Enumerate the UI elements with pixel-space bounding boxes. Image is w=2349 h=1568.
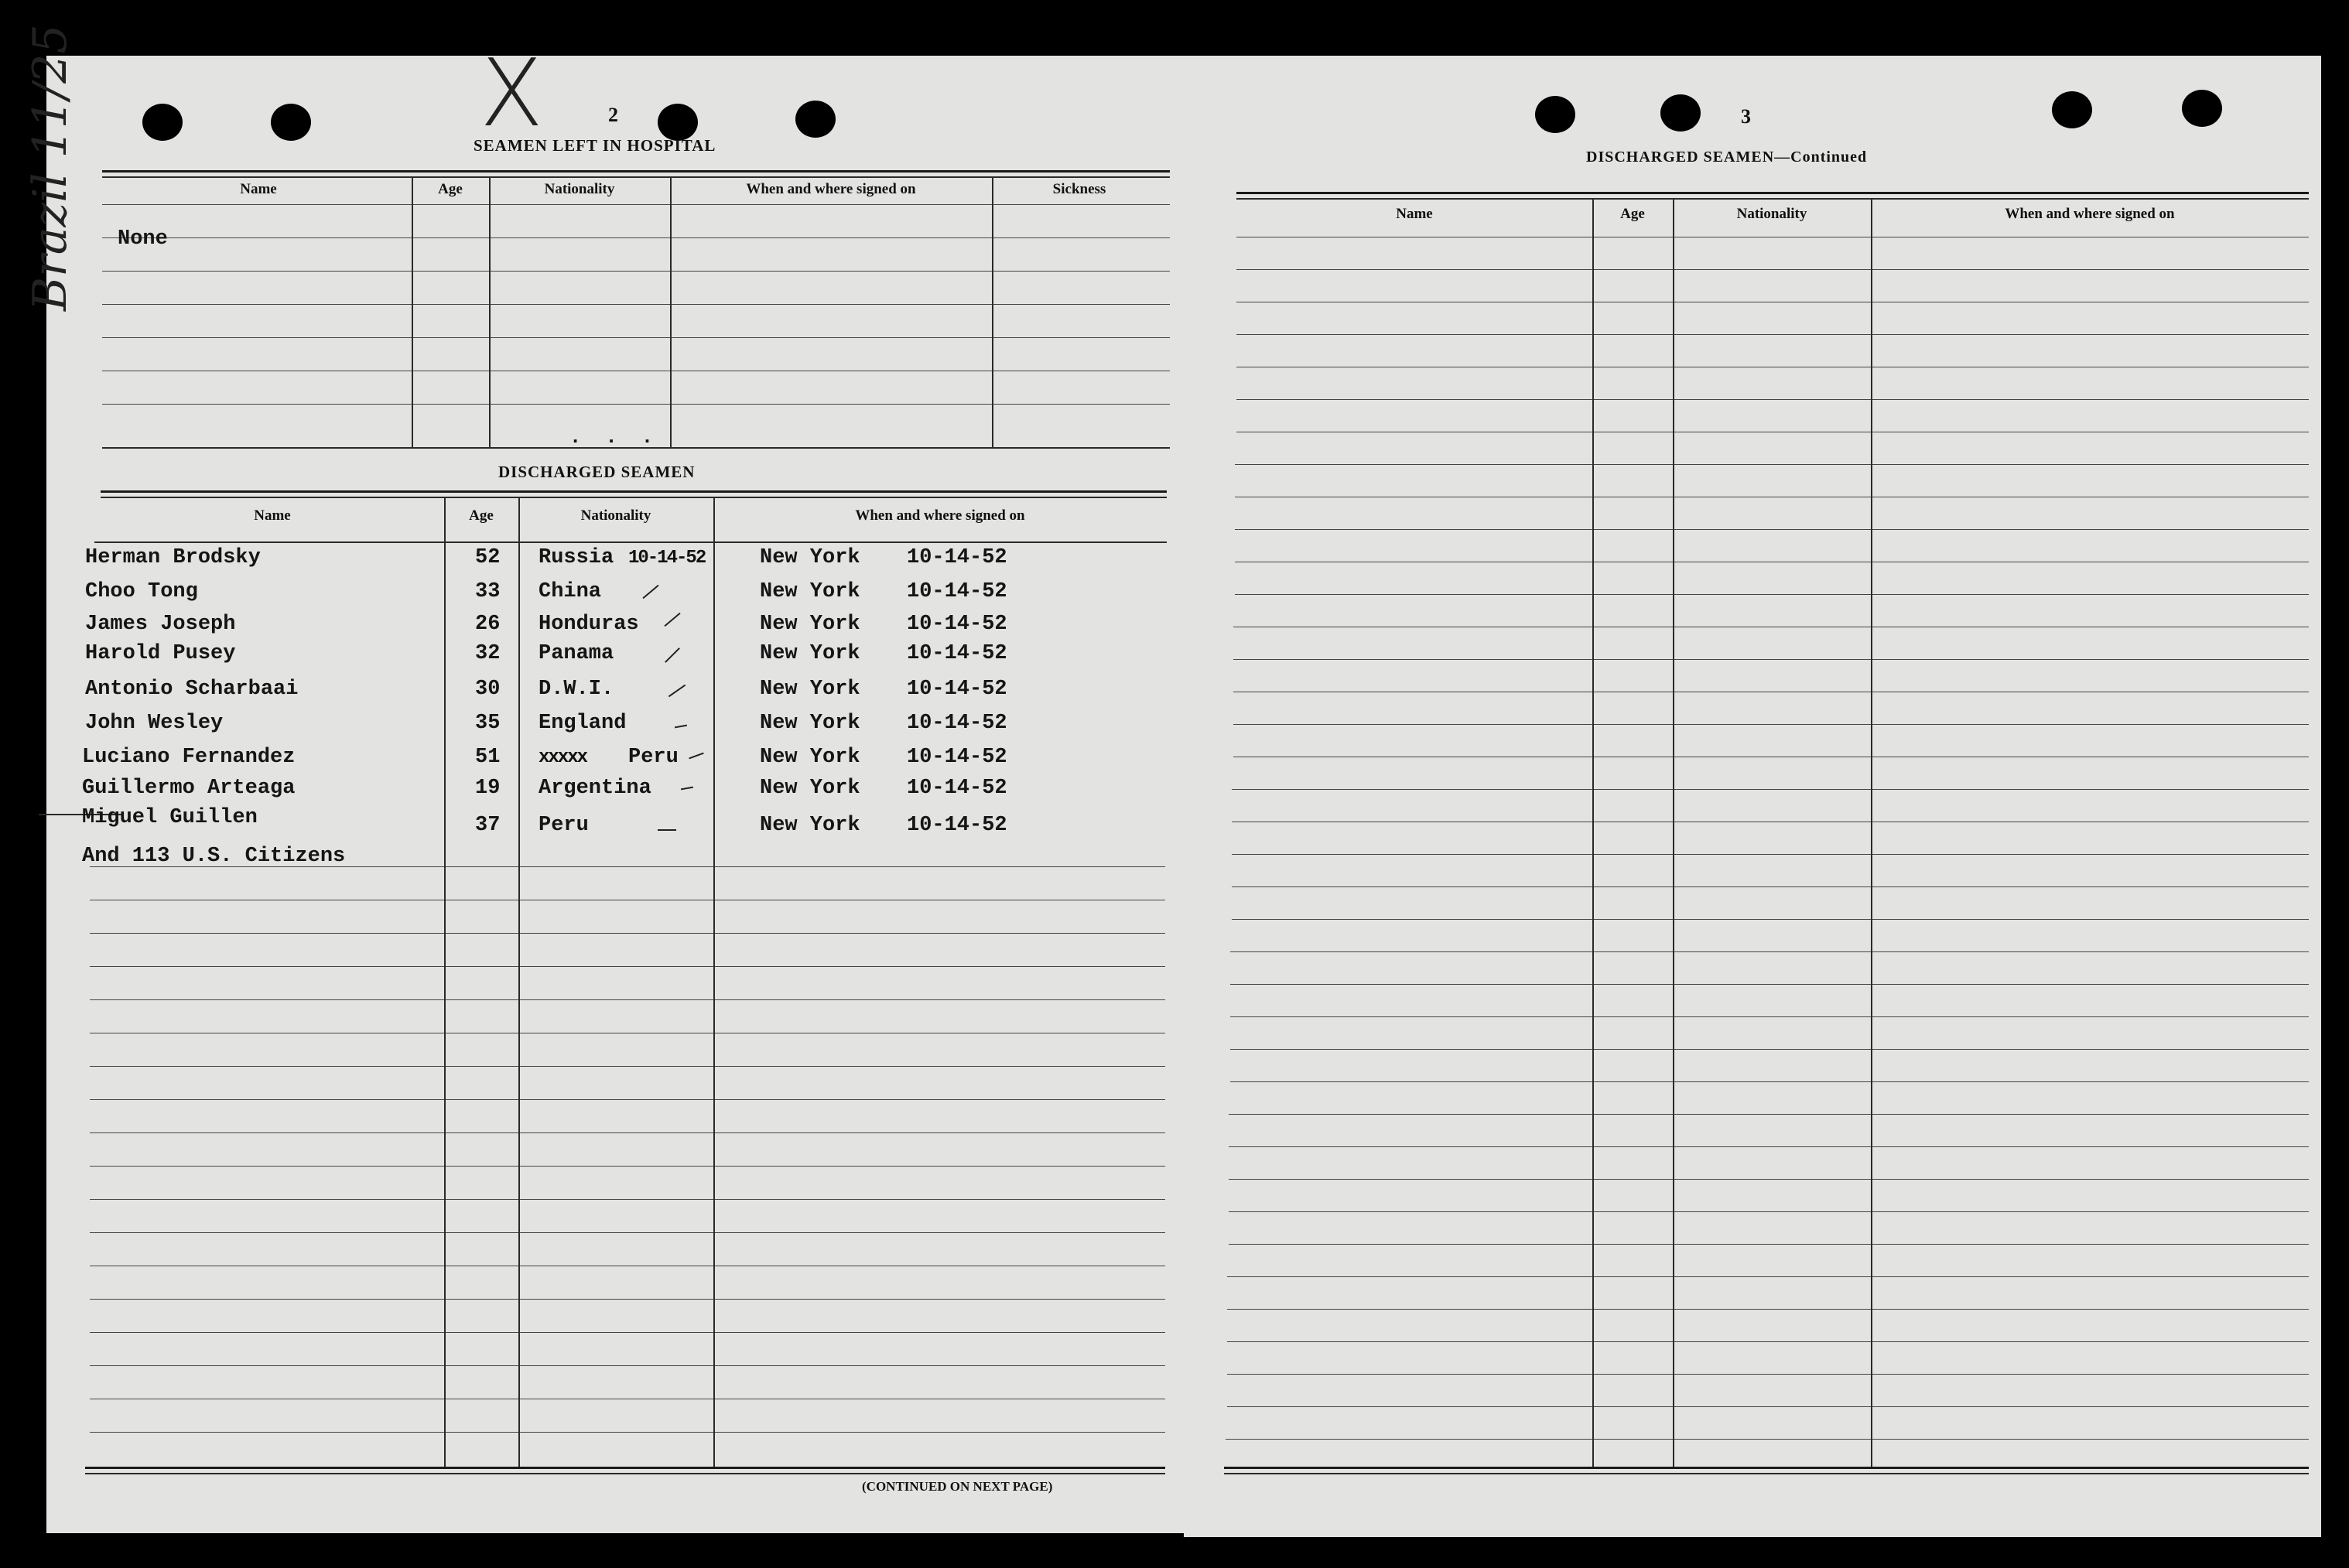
rule	[1229, 1211, 2309, 1212]
seaman-name: John Wesley	[85, 712, 224, 735]
seaman-name: Guillermo Arteaga	[82, 777, 296, 800]
rule	[1230, 1016, 2309, 1017]
x-mark: X	[480, 40, 544, 148]
seaman-nationality: Peru	[628, 746, 679, 769]
rule	[1227, 1374, 2309, 1375]
column-divider	[713, 497, 715, 1467]
right-page	[1184, 56, 2321, 1537]
check-mark	[689, 753, 703, 760]
rule	[1235, 529, 2309, 530]
signed-place: New York	[760, 580, 860, 603]
seaman-nationality: Peru	[539, 814, 589, 837]
rule	[1236, 334, 2309, 335]
citizen-summary: And 113 U.S. Citizens	[82, 845, 346, 868]
margin-note: Brazil 11/25	[23, 24, 77, 311]
column-header: Sickness	[1052, 181, 1106, 197]
signed-date: 10-14-52	[907, 678, 1007, 701]
rule	[90, 1232, 1165, 1233]
rule	[102, 176, 1170, 178]
column-header: Age	[1620, 206, 1645, 222]
rule	[90, 933, 1165, 934]
struck-text: 10-14-52	[628, 548, 706, 569]
seaman-nationality: China	[539, 580, 602, 603]
signed-place: New York	[760, 642, 860, 665]
seaman-age: 33	[475, 580, 501, 603]
rule	[90, 966, 1165, 967]
rule	[1232, 854, 2309, 855]
rule	[1235, 594, 2309, 595]
column-divider	[489, 176, 491, 447]
continued-title: DISCHARGED SEAMEN—Continued	[1586, 149, 1868, 166]
column-header: Name	[240, 181, 277, 197]
page-number: 2	[608, 104, 618, 126]
signed-date: 10-14-52	[907, 777, 1007, 800]
rule	[1232, 886, 2309, 887]
seaman-nationality: England	[539, 712, 627, 735]
rule	[1230, 984, 2309, 985]
column-divider	[518, 497, 520, 1467]
column-divider	[1871, 198, 1872, 1467]
discharged-title: DISCHARGED SEAMEN	[498, 463, 696, 481]
signed-date: 10-14-52	[907, 580, 1007, 603]
rule	[1229, 1244, 2309, 1245]
seaman-name: Harold Pusey	[85, 642, 236, 665]
rule	[1224, 1473, 2309, 1474]
check-mark	[665, 647, 680, 663]
signed-date: 10-14-52	[907, 746, 1007, 769]
signed-place: New York	[760, 814, 860, 837]
rule	[90, 1432, 1165, 1433]
column-header: When and where signed on	[2005, 206, 2175, 222]
punch-hole	[658, 104, 698, 141]
seaman-nationality: Argentina	[539, 777, 651, 800]
column-divider	[444, 497, 446, 1467]
left-page	[23, 24, 1184, 1533]
seaman-name: Luciano Fernandez	[82, 746, 296, 769]
rule	[1230, 951, 2309, 952]
rule	[90, 1066, 1165, 1067]
seaman-nationality: Panama	[539, 642, 614, 665]
rule	[1236, 192, 2309, 194]
seaman-age: 32	[475, 642, 501, 665]
seaman-age: 51	[475, 746, 501, 769]
rule	[1224, 1467, 2309, 1469]
rule	[1227, 1341, 2309, 1342]
rule	[101, 490, 1167, 493]
check-mark	[681, 787, 693, 791]
rule	[102, 304, 1170, 305]
signed-date: 10-14-52	[907, 642, 1007, 665]
seaman-name: Miguel Guillen	[82, 806, 258, 829]
seaman-nationality: Russia	[539, 546, 614, 569]
rule	[1230, 1049, 2309, 1050]
rule	[1226, 1439, 2309, 1440]
signed-place: New York	[760, 712, 860, 735]
hospital-entry: None	[118, 227, 168, 251]
rule	[1232, 919, 2309, 920]
hospital-title: SEAMEN LEFT IN HOSPITAL	[474, 136, 716, 155]
signed-place: New York	[760, 746, 860, 769]
rule	[1233, 724, 2309, 725]
column-header: When and where signed on	[746, 181, 916, 197]
rule	[90, 999, 1165, 1000]
rule	[90, 1132, 1165, 1133]
punch-hole	[1535, 96, 1575, 133]
rule	[1236, 198, 2309, 200]
rule	[90, 1166, 1165, 1167]
punch-hole	[2182, 90, 2222, 127]
check-mark	[642, 585, 658, 599]
signed-place: New York	[760, 678, 860, 701]
rule	[1227, 1309, 2309, 1310]
rule	[1229, 1114, 2309, 1115]
column-header: Name	[254, 507, 291, 524]
check-mark	[664, 613, 680, 627]
seaman-age: 26	[475, 613, 501, 636]
signed-place: New York	[760, 546, 860, 569]
punch-hole	[795, 101, 836, 138]
rule	[85, 1473, 1165, 1474]
seaman-age: 37	[475, 814, 501, 837]
column-divider	[992, 176, 993, 447]
column-header: Nationality	[580, 507, 651, 524]
dots: . . .	[573, 424, 663, 447]
seaman-age: 19	[475, 777, 501, 800]
page-number: 3	[1741, 105, 1751, 128]
rule	[1236, 269, 2309, 270]
seaman-nationality: Honduras	[539, 613, 639, 636]
seaman-age: 35	[475, 712, 501, 735]
struck-text: xxxxx	[539, 747, 587, 768]
check-mark	[675, 725, 687, 729]
punch-hole	[1660, 94, 1701, 132]
rule	[90, 1299, 1165, 1300]
column-header: When and where signed on	[855, 507, 1025, 524]
signed-date: 10-14-52	[907, 613, 1007, 636]
rule	[85, 1467, 1165, 1469]
rule	[102, 204, 1170, 205]
seaman-name: Antonio Scharbaai	[85, 678, 299, 701]
seaman-name: James Joseph	[85, 613, 236, 636]
rule	[1236, 399, 2309, 400]
rule	[102, 170, 1170, 173]
rule	[102, 271, 1170, 272]
rule	[102, 404, 1170, 405]
seaman-name: Herman Brodsky	[85, 546, 261, 569]
rule	[90, 1332, 1165, 1333]
seaman-age: 30	[475, 678, 501, 701]
punch-hole	[142, 104, 183, 141]
rule	[1227, 1406, 2309, 1407]
rule	[1235, 464, 2309, 465]
column-divider	[412, 176, 413, 447]
signed-date: 10-14-52	[907, 814, 1007, 837]
rule	[1229, 1146, 2309, 1147]
signed-place: New York	[760, 613, 860, 636]
seaman-name: Choo Tong	[85, 580, 198, 603]
column-header: Nationality	[544, 181, 615, 197]
rule	[102, 237, 1170, 238]
rule	[90, 1199, 1165, 1200]
continued-note: (CONTINUED ON NEXT PAGE)	[862, 1479, 1053, 1494]
rule	[90, 1365, 1165, 1366]
column-header: Name	[1396, 206, 1433, 222]
rule	[1227, 1276, 2309, 1277]
column-header: Age	[438, 181, 463, 197]
column-divider	[1673, 198, 1674, 1467]
rule	[94, 541, 1167, 543]
seaman-nationality: D.W.I.	[539, 678, 614, 701]
column-header: Age	[469, 507, 494, 524]
rule	[1233, 659, 2309, 660]
rule	[1229, 1179, 2309, 1180]
check-mark	[668, 685, 686, 698]
rule	[102, 337, 1170, 338]
column-divider	[670, 176, 672, 447]
signed-date: 10-14-52	[907, 712, 1007, 735]
rule	[1230, 1081, 2309, 1082]
check-mark	[658, 829, 676, 831]
seaman-age: 52	[475, 546, 501, 569]
signed-date: 10-14-52	[907, 546, 1007, 569]
signed-place: New York	[760, 777, 860, 800]
rule	[101, 497, 1167, 498]
rule	[1232, 789, 2309, 790]
punch-hole	[271, 104, 311, 141]
column-divider	[1592, 198, 1594, 1467]
column-header: Nationality	[1736, 206, 1807, 222]
punch-hole	[2052, 91, 2092, 128]
rule	[90, 1099, 1165, 1100]
